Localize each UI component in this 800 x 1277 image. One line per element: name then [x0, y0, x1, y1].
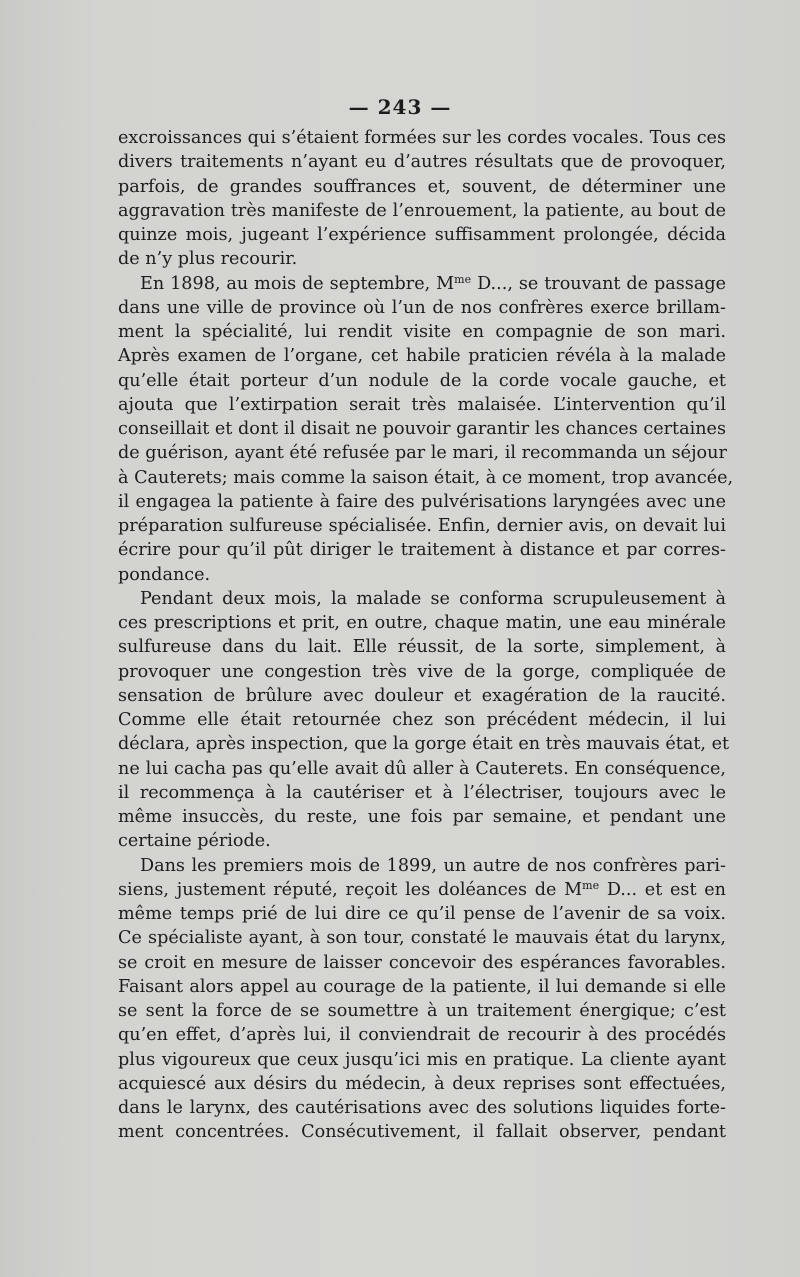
text-line: de guérison, ayant été refusée par le mari, il recommanda un séjour	[118, 443, 727, 464]
text-line: déclara, après inspection, que la gorge était en très mauvais état, et	[118, 734, 730, 755]
page-number: — 243 —	[348, 95, 452, 119]
text-line: écrire pour qu’il pût diriger le traitement à distance et par corres-	[118, 540, 726, 561]
text-line: acquiescé aux désirs du médecin, à deux reprises sont effectuées,	[118, 1073, 726, 1094]
text-line: En 1898, au mois de septembre, $M^{me}$ D..., se trouvant de passage	[140, 272, 726, 294]
text-line: Faisant alors appel au courage de la patiente, il lui demande si elle	[118, 976, 726, 997]
text-line: il engagea la patiente à faire des pulvérisations laryngées avec une	[118, 491, 726, 512]
text-line: provoquer une congestion très vive de la gorge, compliquée de	[118, 661, 726, 682]
text-line: sulfureuse dans du lait. Elle réussit, de la sorte, simplement, à	[118, 637, 726, 658]
body-text	[118, 126, 734, 1145]
text-line: Ce spécialiste ayant, à son tour, constaté le mauvais état du larynx,	[118, 928, 726, 949]
text-line: parfois, de grandes souffrances et, souvent, de déterminer une	[118, 176, 726, 197]
text-line: plus vigoureux que ceux jusqu’ici mis en pratique. La cliente ayant	[118, 1049, 726, 1070]
text-line: qu’elle était porteur d’un nodule de la corde vocale gauche, et	[118, 370, 726, 391]
text-line: conseillait et dont il disait ne pouvoir garantir les chances certaines	[118, 419, 726, 439]
text-line: qu’en effet, d’après lui, il conviendrait de recourir à des procédés	[118, 1025, 726, 1046]
text-line: Dans les premiers mois de 1899, un autre de nos confrères pari-	[140, 855, 726, 876]
text-line: siens, justement réputé, reçoit les doléances de $M^{me}$ D... et est en	[118, 878, 726, 900]
text-line: excroissances qui s’étaient formées sur les cordes vocales. Tous ces	[118, 128, 726, 148]
text-line: pondance.	[118, 564, 211, 585]
text-line: Comme elle était retournée chez son précédent médecin, il lui	[118, 710, 726, 730]
text-line: divers traitements n’ayant eu d’autres résultats que de provoquer,	[118, 152, 726, 173]
text-line: ajouta que l’extirpation serait très malaisée. L’intervention qu’il	[118, 394, 726, 415]
text-line: se sent la force de se soumettre à un traitement énergique; c’est	[118, 1001, 726, 1021]
text-line: ne lui cacha pas qu’elle avait dû aller à Cauterets. En conséquence,	[118, 758, 726, 779]
text-line: aggravation très manifeste de l’enrouement, la patiente, au bout de	[118, 200, 726, 221]
text-line: sensation de brûlure avec douleur et exagération de la raucité.	[118, 685, 726, 706]
text-line: préparation sulfureuse spécialisée. Enfin, dernier avis, on devait lui	[118, 516, 726, 536]
text-line: même insuccès, du reste, une fois par semaine, et pendant une	[118, 807, 726, 827]
text-line: il recommença à la cautériser et à l’électriser, toujours avec le	[118, 782, 726, 803]
text-line: ces prescriptions et prit, en outre, chaque matin, une eau minérale	[118, 613, 726, 633]
text-line: Pendant deux mois, la malade se conforma scrupuleusement à	[140, 588, 726, 609]
text-line: dans le larynx, des cautérisations avec des solutions liquides forte-	[118, 1098, 726, 1118]
text-line: même temps prié de lui dire ce qu’il pense de l’avenir de sa voix.	[118, 904, 726, 924]
text-line: à Cauterets; mais comme la saison était, à ce moment, trop avancée,	[118, 467, 734, 488]
text-line: certaine période.	[118, 831, 271, 852]
text-line: ment la spécialité, lui rendit visite en compagnie de son mari.	[118, 322, 726, 342]
text-line: quinze mois, jugeant l’expérience suffisamment prolongée, décida	[118, 225, 726, 245]
text-line: ment concentrées. Consécutivement, il fallait observer, pendant	[118, 1122, 726, 1143]
text-line: se croit en mesure de laisser concevoir des espérances favorables.	[118, 952, 726, 973]
text-line: de n’y plus recourir.	[118, 249, 298, 270]
text-line: Après examen de l’organe, cet habile praticien révéla à la malade	[118, 346, 726, 367]
text-line: dans une ville de province où l’un de nos confrères exerce brillam-	[118, 297, 726, 318]
